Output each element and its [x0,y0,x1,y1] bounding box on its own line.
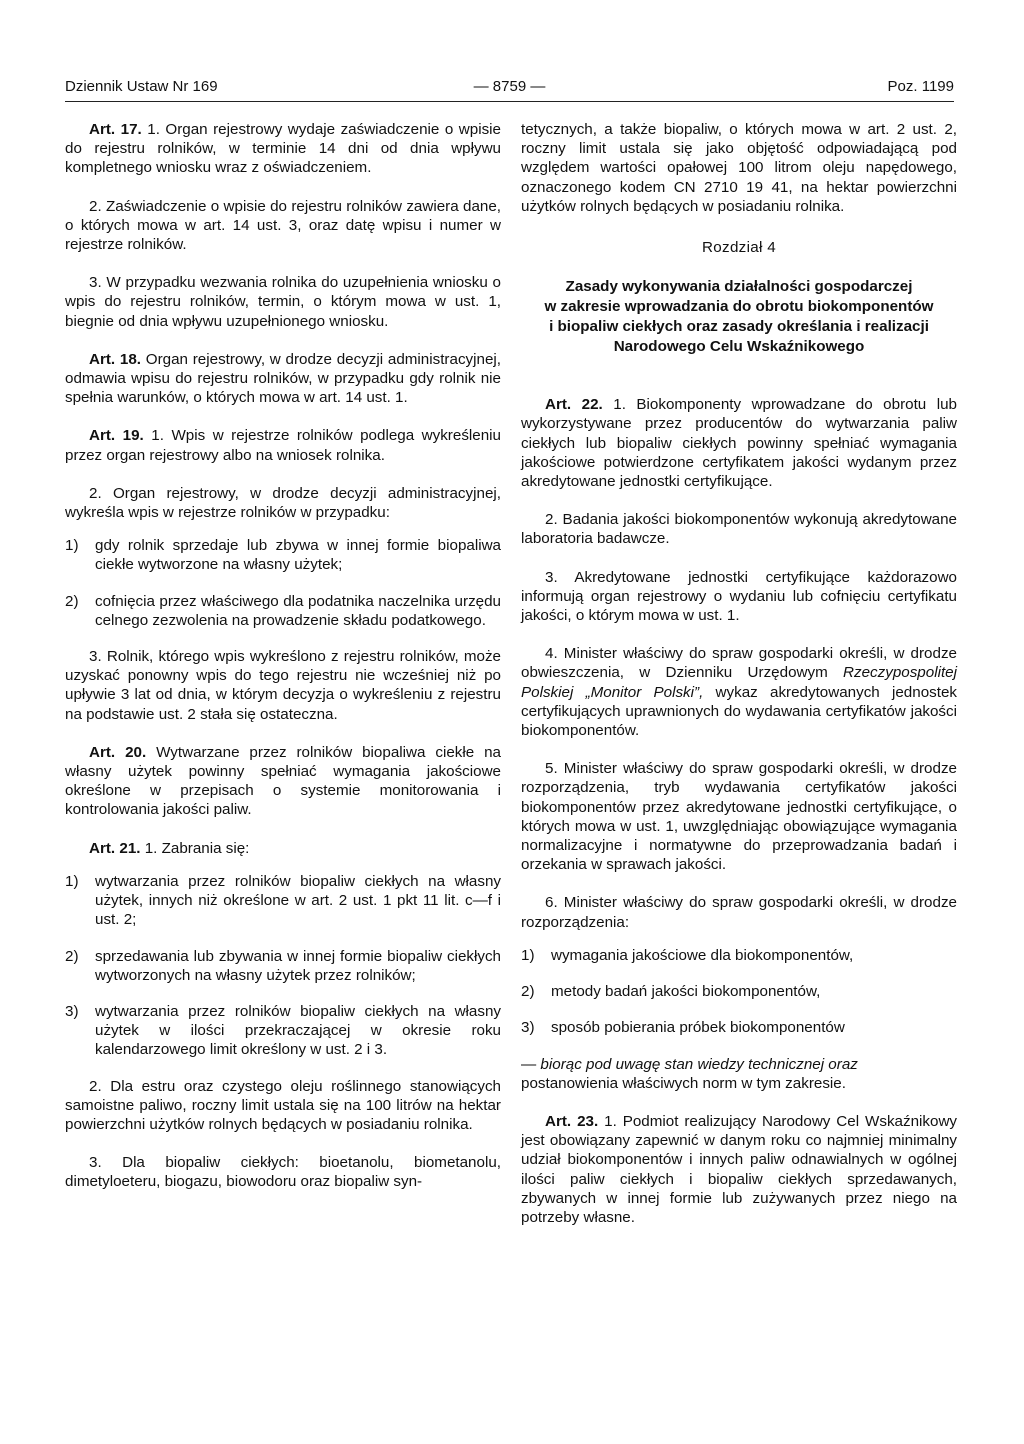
art23-paragraph-1 [521,1112,957,1227]
art22-paragraph-3: 3. Akredytowane jednostki certyfikujące każdorazowo informują organ rejestrowy o wydaniu lub cofnięciu certyfikatu jakości, o którym mowa w ust. 1. [521,568,957,625]
art19-paragraph-3: 3. Rolnik, którego wpis wykreślono z rejestru rolników, może uzyskać ponowny wpis do tego rejestru nie wcześniej niż po upływie 3 lat od dnia, w którym decyzja o wykreśleniu z rejestru na podstawie ust. 2 stała się ostateczna. [65,648,501,723]
art20-label: Art. 20. [89,743,147,761]
art21-label: Art. 21. [89,839,141,857]
list-item [521,982,957,1001]
art21-paragraph-1 [65,839,501,858]
art21-text-1: 1. Zabrania się: [140,839,250,857]
list-item-number: 2) [521,983,535,1001]
journal-title: Dziennik Ustaw Nr 169 [65,78,218,95]
art17-paragraph-1 [65,120,501,178]
art19-text-1: 1. Wpis w rejestrze rolników podlega wykreśleniu przez organ rejestrowy albo na wniosek rolnika. [65,427,501,464]
art22-paragraph-4 [521,644,957,740]
art18-text: Organ rejestrowy, w drodze decyzji administracyjnej, odmawia wpisu do rejestru rolników, w przypadku gdy rolnik nie spełnia warunków, o których mowa w art. 14 ust. 1. [65,350,501,407]
list-item-text: cofnięcia przez właściwego dla podatnika naczelnika urzędu celnego zezwolenia na prowadzenie składu podatkowego. [95,592,501,629]
position-number: Poz. 1199 [887,78,954,95]
list-item-number: 1) [521,946,535,964]
list-item-text: wytwarzania przez rolników biopaliw ciekłych na własny użytek w ilości przekraczającej w okresie roku kalendarzowego limit określony w ust. 2 i 3. [95,1002,501,1059]
left-column [65,120,501,1211]
art19-paragraph-1 [65,426,501,464]
art23-text-1: 1. Podmiot realizujący Narodowy Cel Wskaźnikowy jest obowiązany zapewnić w danym roku co najmniej minimalny udział biokomponentów i innych paliw odnawialnych w ogólnej ilości paliw ciekłych i biopaliw ciekłych sprzedawanych, zbywanych w innej formie lub zużywanych przez niego na potrzeby własne. [521,1112,958,1226]
list-item-text: sprzedawania lub zbywania w innej formie biopaliw ciekłych wytworzonych na własny użytek przez rolników; [95,947,501,984]
art22-paragraph-5: 5. Minister właściwy do spraw gospodarki określi, w drodze rozporządzenia, tryb wydawania certyfikatów jakości biokomponentów przez akredytowane jednostki certyfikujące, o których mowa w ust. 1, uwzględniając obowiązujące wymagania normalizacyjne i normatywne do przeprowadzania badań i orzekania w sprawach jakości. [521,760,957,874]
art22-text-4a: 4. Minister właściwy do spraw gospodarki określi, w drodze obwieszczenia, w Dzienniku Urzędowym [521,645,957,682]
list-item-text: sposób pobierania próbek biokomponentów [551,1019,845,1037]
header-rule [65,101,954,102]
list-item-number: 1) [65,537,79,555]
art22-tail-text: postanowienia właściwych norm w tym zakresie. [521,1074,846,1092]
list-item-text: wymagania jakościowe dla biokomponentów, [551,946,854,964]
list-item [65,592,501,630]
list-item [65,947,501,985]
art22-paragraph-6: 6. Minister właściwy do spraw gospodarki określi, w drodze rozporządzenia: [521,894,957,931]
art22-paragraph-2: 2. Badania jakości biokomponentów wykonują akredytowane laboratoria badawcze. [521,511,957,548]
chapter-title-line: w zakresie wprowadzania do obrotu biokomponentów [544,298,934,316]
art20-text: Wytwarzane przez rolników biopaliwa ciekłe na własny użytek powinny spełniać wymagania jakościowe określone w przepisach o systemie monitorowania i kontrolowania jakości paliw. [65,743,501,819]
art19-paragraph-2: 2. Organ rejestrowy, w drodze decyzji administracyjnej, wykreśla wpis w rejestrze rolników w przypadku: [65,484,501,522]
list-item-number: 1) [65,872,79,890]
art17-paragraph-2: 2. Zaświadczenie o wpisie do rejestru rolników zawiera dane, o których mowa w art. 14 ust. 3, oraz datę wpisu i numer w rejestrze rolników. [65,197,501,254]
art17-paragraph-3: 3. W przypadku wezwania rolnika do uzupełnienia wniosku o wpis do rejestru rolników, termin, o którym mowa w ust. 1, biegnie od dnia wpływu uzupełnionego wniosku. [65,274,501,330]
right-column [521,120,957,1246]
art18-paragraph [65,350,501,408]
art18-label: Art. 18. [89,350,142,368]
list-item-number: 3) [65,1002,79,1020]
art21-paragraph-3-continued: tetycznych, a także biopaliw, o których mowa w art. 2 ust. 2, roczny limit ustala się jako objętość odpowiadającą pod względem wartości opałowej 100 litrom oleju napędowego, oznaczonego kodem CN 2710 19 41, na hektar powierzchni użytków rolnych będących w posiadaniu rolnika. [521,121,957,215]
art21-paragraph-2: 2. Dla estru oraz czystego oleju roślinnego stanowiących samoistne paliwo, roczny limit ustala się na 100 litrów na hektar powierzchni użytków rolnych będących w posiadaniu rolnika. [65,1077,501,1133]
list-item [521,1018,957,1037]
list-item [65,872,501,930]
art22-label: Art. 22. [545,396,603,414]
art21-paragraph-3: 3. Dla biopaliw ciekłych: bioetanolu, biometanolu, dimetyloeteru, biogazu, biowodoru oraz biopaliw syn- [65,1154,501,1191]
chapter-number: Rozdział 4 [702,239,776,257]
chapter-title-line: Narodowego Celu Wskaźnikowego [613,338,865,356]
page-number: — 8759 — [473,78,546,95]
art17-text-1: 1. Organ rejestrowy wydaje zaświadczenie o wpisie do rejestru rolników, w terminie 14 dni od dnia wpływu kompletnego wniosku wraz z oświadczeniem. [65,121,501,177]
chapter-title-line: Zasady wykonywania działalności gospodarczej [565,278,913,296]
list-item [521,946,957,965]
list-item-number: 2) [65,592,79,610]
art22-text-4b: wykaz akredytowanych jednostek certyfikujących uprawnionych do wydawania certyfikatów jakości biokomponentów. [521,683,957,740]
art22-paragraph-1 [521,395,957,491]
chapter-title [521,277,957,357]
list-item-number: 3) [521,1019,535,1037]
art23-label: Art. 23. [545,1112,599,1130]
art22-text-4-italic: Rzeczypospolitej Polskiej „Monitor Polski”, [521,664,957,701]
art22-tail-italic: biorąc pod uwagę stan wiedzy technicznej oraz [540,1055,858,1073]
list-item [65,1002,501,1060]
art20-paragraph [65,743,501,820]
art22-tail [521,1055,957,1093]
art19-label: Art. 19. [89,427,144,445]
art22-text-1: 1. Biokomponenty wprowadzane do obrotu lub wykorzystywane przez producentów do wytwarzania paliw ciekłych lub biopaliw ciekłych powinny spełniać wymagania jakościowe potwierdzone certyfikatem jakości wydanym przez akredytowane jednostki certyfikujące. [521,396,957,491]
art22-tail-dash: — [521,1055,541,1073]
page-header [65,78,954,100]
art17-label: Art. 17. [89,121,142,138]
list-item [65,536,501,574]
chapter-title-line: i biopaliw ciekłych oraz zasady określania i realizacji [549,318,929,336]
list-item-text: gdy rolnik sprzedaje lub zbywa w innej formie biopaliwa ciekłe wytworzone na własny użytek; [95,537,501,574]
list-item-number: 2) [65,947,79,965]
list-item-text: metody badań jakości biokomponentów, [551,983,821,1001]
list-item-text: wytwarzania przez rolników biopaliw ciekłych na własny użytek, innych niż określone w art. 2 ust. 1 pkt 11 lit. c—f i ust. 2; [95,872,501,929]
